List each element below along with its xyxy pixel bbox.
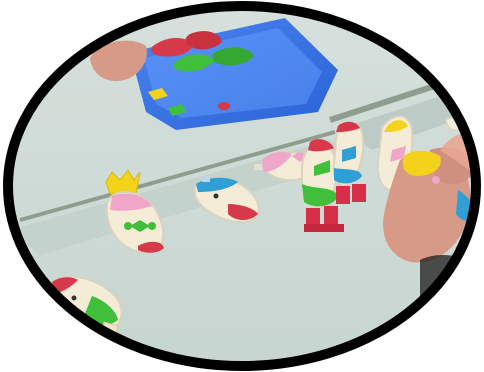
standing-figure-right [334,122,366,204]
